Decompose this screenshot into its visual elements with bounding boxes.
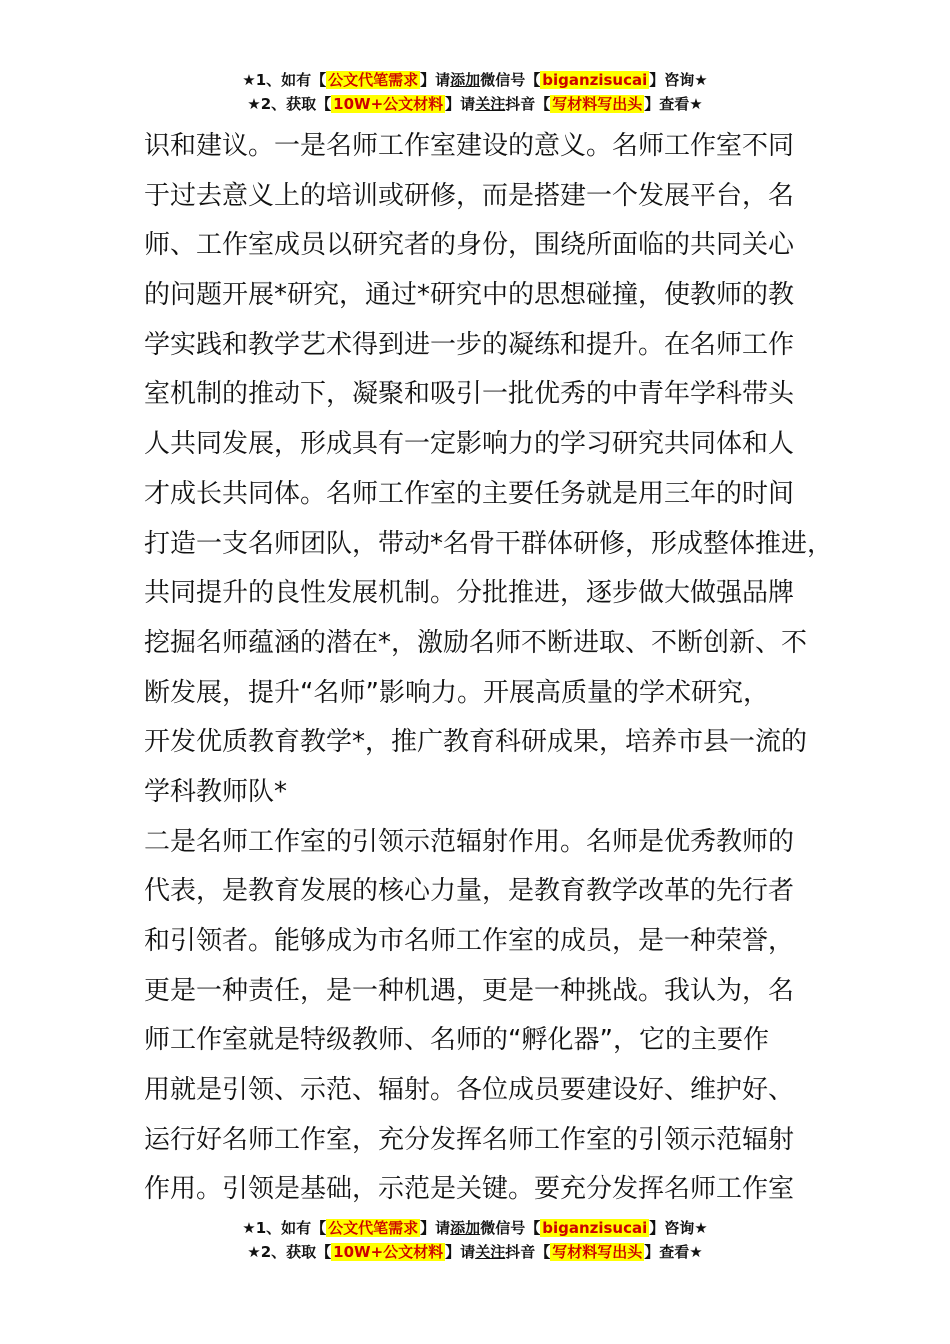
star-icon: ★ [689,1243,703,1261]
star-icon: ★ [242,1219,256,1237]
body-line: 学科教师队* [144,776,288,807]
body-line: 更是一种责任，是一种机遇，更是一种挑战。我认为，名 [144,975,795,1006]
banner-text: 1、如有【 [255,1219,327,1237]
banner-line-2 [0,92,950,116]
banner-text: 】请 [445,95,476,113]
underlined-text: 关注 [475,95,506,113]
douyin-highlight: 写材料写出头 [552,1243,643,1261]
body-line: 开发优质教育教学*，推广教育科研成果，培养市县一流的 [144,727,808,758]
banner-text: 】查看 [644,1243,690,1261]
body-line: 人共同发展，形成具有一定影响力的学习研究共同体和人 [144,429,795,460]
body-line: 才成长共同体。名师工作室的主要任务就是用三年的时间 [144,478,795,509]
star-icon: ★ [689,95,703,113]
banner-text: 2、获取【 [260,1243,332,1261]
highlight-tag: 公文代笔需求 [328,1219,419,1237]
body-line: 共同提升的良性发展机制。分批推进，逐步做大做强品牌 [144,578,795,609]
body-line: 作用。引领是基础，示范是关键。要充分发挥名师工作室 [144,1174,795,1205]
banner-text: 微信号【 [480,71,541,89]
document-body [144,122,834,1215]
banner-text: 2、获取【 [260,95,332,113]
banner-line-1 [0,1216,950,1240]
underlined-text: 添加 [450,71,481,89]
star-icon: ★ [247,1243,261,1261]
douyin-highlight: 写材料写出头 [552,95,643,113]
star-icon: ★ [247,95,261,113]
body-line: 于过去意义上的培训或研修，而是搭建一个发展平台，名 [144,180,795,211]
body-line: 二是名师工作室的引领示范辐射作用。名师是优秀教师的 [144,826,795,857]
underlined-text: 关注 [475,1243,506,1261]
banner-text: 】请 [420,1219,451,1237]
wechat-id-highlight: biganzisucai [542,71,648,89]
body-line: 师、工作室成员以研究者的身份，围绕所面临的共同关心 [144,230,795,261]
body-line: 识和建议。一是名师工作室建设的意义。名师工作室不同 [144,131,795,161]
body-line: 和引领者。能够成为市名师工作室的成员，是一种荣誉， [144,926,795,956]
banner-text: 】查看 [644,95,690,113]
wechat-id-highlight: biganzisucai [542,1219,648,1237]
body-line: 师工作室就是特级教师、名师的“孵化器”，它的主要作 [144,1025,769,1056]
header-banner [0,68,950,116]
star-icon: ★ [242,71,256,89]
body-line: 代表，是教育发展的核心力量，是教育教学改革的先行者 [144,876,795,907]
banner-text: 微信号【 [480,1219,541,1237]
highlight-tag: 10W+公文材料 [333,95,444,113]
highlight-tag: 10W+公文材料 [333,1243,444,1261]
body-line: 用就是引领、示范、辐射。各位成员要建设好、维护好、 [144,1075,795,1106]
body-line: 挖掘名师蕴涵的潜在*，激励名师不断进取、不断创新、不 [144,627,808,658]
banner-text: 抖音【 [505,95,551,113]
footer-banner [0,1216,950,1264]
highlight-tag: 公文代笔需求 [328,71,419,89]
banner-line-2 [0,1240,950,1264]
star-icon: ★ [694,1219,708,1237]
star-icon: ★ [694,71,708,89]
body-line: 断发展，提升“名师”影响力。开展高质量的学术研究， [144,677,769,708]
body-line: 运行好名师工作室，充分发挥名师工作室的引领示范辐射 [144,1124,795,1155]
banner-text: 】咨询 [649,71,695,89]
banner-text: 1、如有【 [255,71,327,89]
underlined-text: 添加 [450,1219,481,1237]
body-line: 的问题开展*研究，通过*研究中的思想碰撞，使教师的教 [144,280,795,311]
banner-line-1 [0,68,950,92]
banner-text: 抖音【 [505,1243,551,1261]
banner-text: 】请 [420,71,451,89]
body-line: 室机制的推动下，凝聚和吸引一批优秀的中青年学科带头 [144,379,795,410]
body-line: 打造一支名师团队，带动*名骨干群体研修，形成整体推进， [144,528,834,559]
banner-text: 】咨询 [649,1219,695,1237]
banner-text: 】请 [445,1243,476,1261]
body-line: 学实践和教学艺术得到进一步的凝练和提升。在名师工作 [144,329,795,360]
